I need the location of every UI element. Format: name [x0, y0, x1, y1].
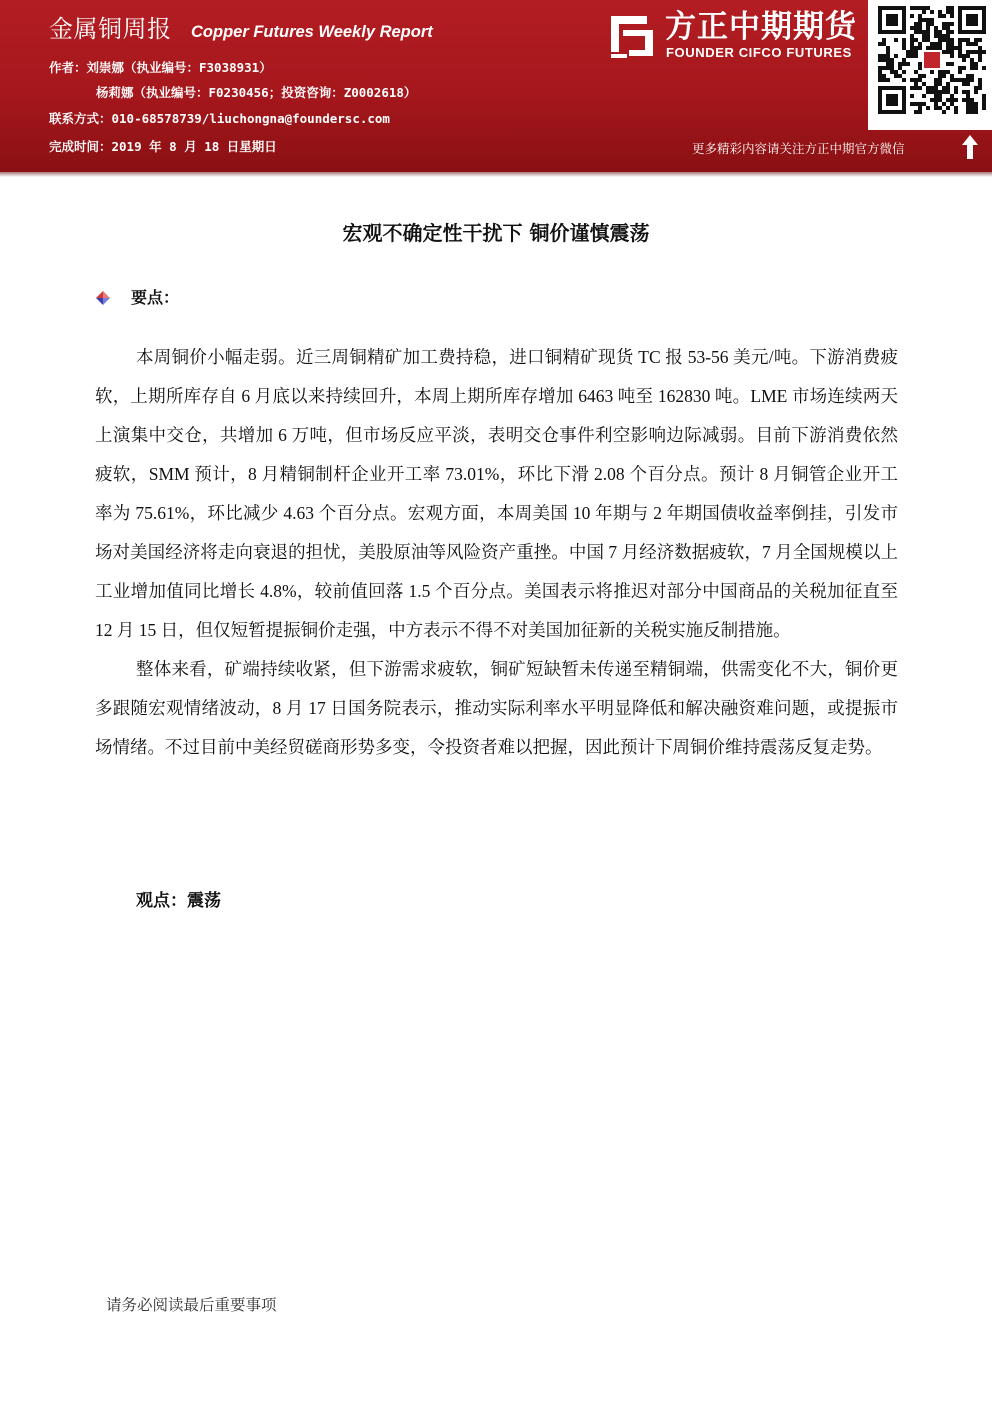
author-line-2: 杨莉娜（执业编号：F0230456；投资咨询：Z0002618） — [96, 85, 417, 100]
bullet-diamond-icon — [95, 290, 111, 306]
up-arrow-icon — [961, 134, 979, 160]
footer-disclaimer-note: 请务必阅读最后重要事项 — [106, 1296, 277, 1314]
header-shadow — [0, 172, 992, 177]
wechat-qr-code — [868, 0, 992, 130]
brand-name-en: FOUNDER CIFCO FUTURES — [666, 45, 852, 60]
qr-code-icon — [868, 0, 992, 130]
paragraph-outlook: 整体来看，矿端持续收紧，但下游需求疲软，铜矿短缺暂未传递至精铜端，供需变化不大，铜价更多跟随宏观情绪波动，8 月 17 日国务院表示，推动实际利率水平明显降低和解决融资难问题，或提振市场情绪。不过目前中美经贸磋商形势多变，令投资者难以把握，因此预计下周铜价维持震荡反复走势。 — [95, 659, 898, 757]
founder-logo-icon — [607, 10, 657, 60]
paragraph-summary: 本周铜价小幅走弱。近三周铜精矿加工费持稳，进口铜精矿现货 TC 报 53-56 美元/吨。下游消费疲软，上期所库存自 6 月底以来持续回升，本周上期所库存增加 6463 吨至 162830 吨。LME 市场连续两天上演集中交仓，共增加 6 万吨，但市场反应平淡，表明交仓事件利空影响边际减弱。目前下游消费依然疲软，SMM 预计，8 月精铜制杆企业开工率 73.01%，环比下滑 2.08 个百分点。预计 8 月铜管企业开工率为 75.61%，环比减少 4.63 个百分点。宏观方面，本周美国 10 年期与 2 年期国债收益率倒挂，引发市场对美国经济将走向衰退的担忧，美股原油等风险资产重挫。中国 7 月经济数据疲软，7 月全国规模以上工业增加值同比增长 4.8%，较前值回落 1.5 个百分点。美国表示将推迟对部分中国商品的关税加征直至 12 月 15 日，但仅短暂提振铜价走强，中方表示不得不对美国加征新的关税实施反制措施。 — [95, 347, 898, 640]
brand-name-cn: 方正中期期货 — [665, 9, 857, 45]
follow-wechat-text: 更多精彩内容请关注方正中期官方微信 — [692, 141, 905, 156]
report-subtitle: Copper Futures Weekly Report — [191, 23, 433, 41]
report-body — [95, 338, 898, 767]
report-title: 金属铜周报 — [49, 15, 172, 43]
contact-line: 联系方式：010-68578739/liuchongna@foundersc.com — [49, 111, 390, 126]
completion-date: 完成时间：2019 年 8 月 18 日星期日 — [49, 139, 277, 154]
report-header — [0, 0, 992, 172]
company-logo — [607, 8, 862, 62]
view-statement: 观点：震荡 — [136, 891, 221, 911]
document-title: 宏观不确定性干扰下 铜价谨慎震荡 — [342, 221, 650, 245]
key-points-label: 要点： — [131, 288, 180, 307]
author-line-1: 作者：刘崇娜（执业编号：F3038931） — [49, 60, 272, 75]
